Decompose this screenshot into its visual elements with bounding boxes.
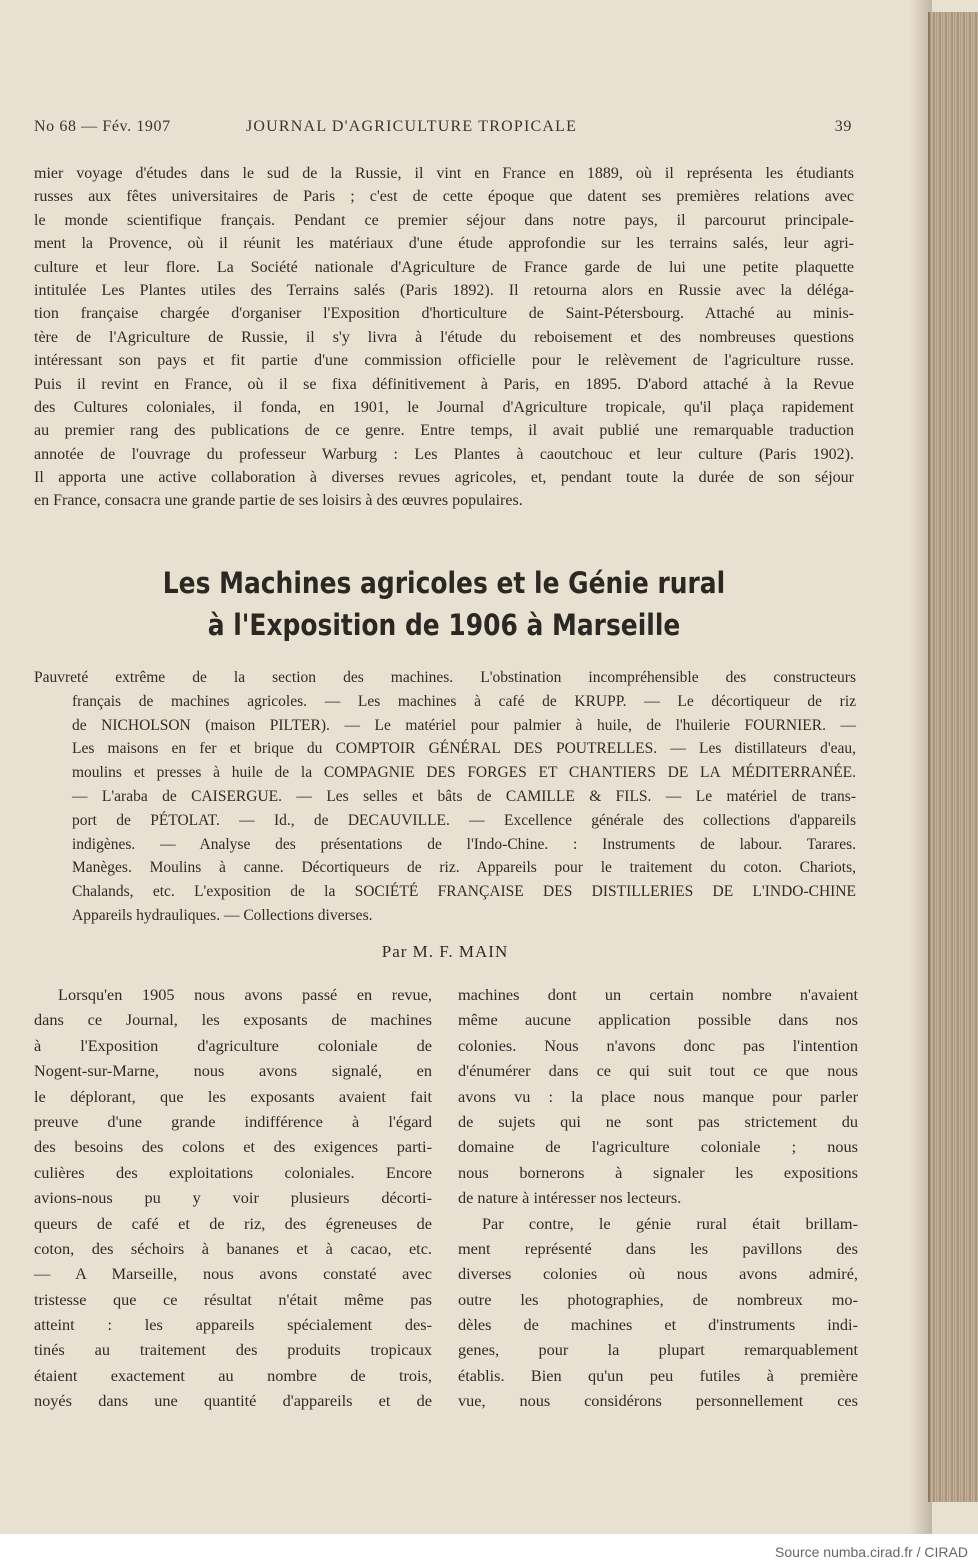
text-line: culture et leur flore. La Société nationale d'Agriculture de France garde de lui une petite plaquette (34, 258, 854, 276)
text-line: mier voyage d'études dans le sud de la Russie, il vint en France en 1889, où il représenta les étudiants (34, 165, 854, 182)
summary-line: indigènes. — Analyse des présentations de l'Indo-Chine. : Instruments de labour. Tarares. (72, 835, 856, 853)
book-page-edges (928, 12, 978, 1502)
text-line: tion française chargée d'organiser l'Exposition d'horticulture de Saint-Pétersbourg. Attaché au minis- (34, 305, 854, 323)
column-line: dans ce Journal, les exposants de machines (34, 1010, 432, 1030)
summary-line: — L'araba de CAISERGUE. — Les selles et bâts de CAMILLE & FILS. — Le matériel de trans- (72, 787, 856, 805)
article-title-line-1: Les Machines agricoles et le Génie rural (162, 566, 726, 600)
column-line: même aucune application possible dans nos (458, 1010, 858, 1030)
column-line: machines dont un certain nombre n'avaient (458, 985, 858, 1004)
column-line: nous bornerons à signaler les expositions (458, 1162, 858, 1182)
column-line: tinés au traitement des produits tropicaux (34, 1340, 432, 1360)
column-line: d'énumérer dans ce qui suit tout ce que nous (458, 1061, 858, 1081)
column-line: outre les photographies, de nombreux mo- (458, 1289, 858, 1309)
text-line: intitulée Les Plantes utiles des Terrains salés (Paris 1892). Il retourna alors en Russie avec la déléga- (34, 281, 854, 299)
column-line: coton, des séchoirs à bananes et à cacao, etc. (34, 1238, 432, 1258)
column-line: le déplorant, que les exposants avaient fait (34, 1086, 432, 1106)
issue-info: No 68 — Fév. 1907 (34, 118, 171, 135)
text-line: des Cultures coloniales, il fonda, en 1901, le Journal d'Agriculture tropicale, qu'il plaça rapidement (34, 398, 854, 416)
article-title-line-2: à l'Exposition de 1906 à Marseille (207, 608, 681, 642)
column-line: Lorsqu'en 1905 nous avons passé en revue, (58, 985, 432, 1004)
column-line: vue, nous considérons personnellement ces (458, 1391, 858, 1411)
column-line: étaient exactement au nombre de trois, (34, 1365, 432, 1385)
column-line: avions-nous pu y voir plusieurs décorti- (34, 1188, 432, 1208)
column-line: domaine de l'agriculture coloniale ; nous (458, 1137, 858, 1157)
intro-paragraph (34, 162, 854, 513)
column-line: diverses colonies où nous avons admiré, (458, 1264, 858, 1284)
text-line: Puis il revint en France, où il se fixa définitivement à Paris, en 1895. D'abord attaché à la Revue (34, 375, 854, 393)
summary-line: Pauvreté extrême de la section des machines. L'obstination incompréhensible des constructeurs (34, 669, 856, 686)
column-line: de nature à intéresser nos lecteurs. (458, 1188, 682, 1208)
column-line: preuve d'une grande indifférence à l'égard (34, 1111, 432, 1131)
column-line: queurs de café et de riz, des égreneuses de (34, 1213, 432, 1233)
text-line: annotée de l'ouvrage du professeur Warburg : Les Plantes à caoutchouc et leur culture (Paris 1902). (34, 445, 854, 463)
text-line: intéressant son pays et fit partie d'une commission officielle pour le relèvement de l'agriculture russe. (34, 352, 854, 370)
column-line: genes, pour la plupart remarquablement (458, 1340, 858, 1360)
summary-line: moulins et presses à huile de la COMPAGNIE DES FORGES ET CHANTIERS DE LA MÉDITERRANÉE. (72, 764, 856, 782)
text-line: tère de l'Agriculture de Russie, il s'y livra à l'étude du reboisement et des nombreuses questions (34, 328, 854, 346)
column-line: Par contre, le génie rural était brillam- (482, 1213, 858, 1233)
column-line: noyés dans une quantité d'appareils et de (34, 1391, 432, 1411)
text-line: Il apporta une active collaboration à diverses revues agricoles, et, pendant toute la durée de son séjour (34, 469, 854, 487)
article-title (91, 562, 796, 646)
source-credit: Source numba.cirad.fr / CIRAD (775, 1544, 968, 1560)
running-header (34, 118, 852, 140)
page-number: 39 (834, 118, 852, 135)
column-line: Nogent-sur-Marne, nous avons signalé, en (34, 1061, 432, 1081)
summary-line: Les maisons en fer et brique du COMPTOIR GÉNÉRAL DES POUTRELLES. — Les distillateurs d'eau, (72, 740, 856, 758)
column-line: colonies. Nous n'avons donc pas l'intention (458, 1035, 858, 1055)
column-line: ment représenté dans les pavillons des (458, 1238, 858, 1258)
summary-line: Manèges. Moulins à canne. Décortiqueurs de riz. Appareils pour le traitement du coton. Chariots, (72, 859, 856, 877)
summary-line: de NICHOLSON (maison PILTER). — Le matériel pour palmier à huile, de l'huilerie FOURNIER. — (72, 716, 856, 734)
column-line: tristesse que ce résultat n'était même pas (34, 1289, 432, 1309)
journal-title: JOURNAL D'AGRICULTURE TROPICALE (246, 118, 578, 135)
right-column (458, 982, 858, 1414)
summary-line: français de machines agricoles. — Les machines à café de KRUPP. — Le décortiqueur de riz (72, 692, 856, 710)
left-column (34, 982, 432, 1414)
column-line: culières des exploitations coloniales. Encore (34, 1162, 432, 1182)
text-line: en France, consacra une grande partie de ses loisirs à des œuvres populaires. (34, 492, 523, 510)
column-line: atteint : les appareils spécialement des- (34, 1315, 432, 1335)
column-line: établis. Bien qu'un peu futiles à première (458, 1365, 858, 1385)
column-line: à l'Exposition d'agriculture coloniale de (34, 1035, 432, 1055)
column-line: de sujets qui ne sont pas strictement du (458, 1111, 858, 1131)
column-line: — A Marseille, nous avons constaté avec (34, 1264, 432, 1284)
summary-line: Appareils hydrauliques. — Collections diverses. (72, 906, 373, 924)
article-summary (34, 666, 856, 928)
column-line: des besoins des colons et des exigences parti- (34, 1137, 432, 1157)
summary-line: port de PÉTOLAT. — Id., de DECAUVILLE. — Excellence générale des collections d'appareils (72, 811, 856, 829)
text-line: ment la Provence, où il réunit les matériaux d'une étude approfondie sur les terrains salés, leur agri- (34, 235, 854, 253)
text-line: au premier rang des publications de ce genre. Entre temps, il avait publié une remarquable traduction (34, 422, 854, 440)
author-byline: Par M. F. MAIN (381, 942, 509, 961)
column-line: avons vu : la place nous manque pour parler (458, 1086, 858, 1106)
text-line: le monde scientifique français. Pendant ce premier séjour dans notre pays, il parcourut principale- (34, 211, 854, 229)
summary-line: Chalands, etc. L'exposition de la SOCIÉTÉ FRANÇAISE DES DISTILLERIES DE L'INDO-CHINE (72, 883, 856, 901)
column-line: dèles de machines et d'instruments indi- (458, 1315, 858, 1335)
text-line: russes aux fêtes universitaires de Paris ; c'est de cette époque que datent ses premières relations avec (34, 188, 854, 206)
